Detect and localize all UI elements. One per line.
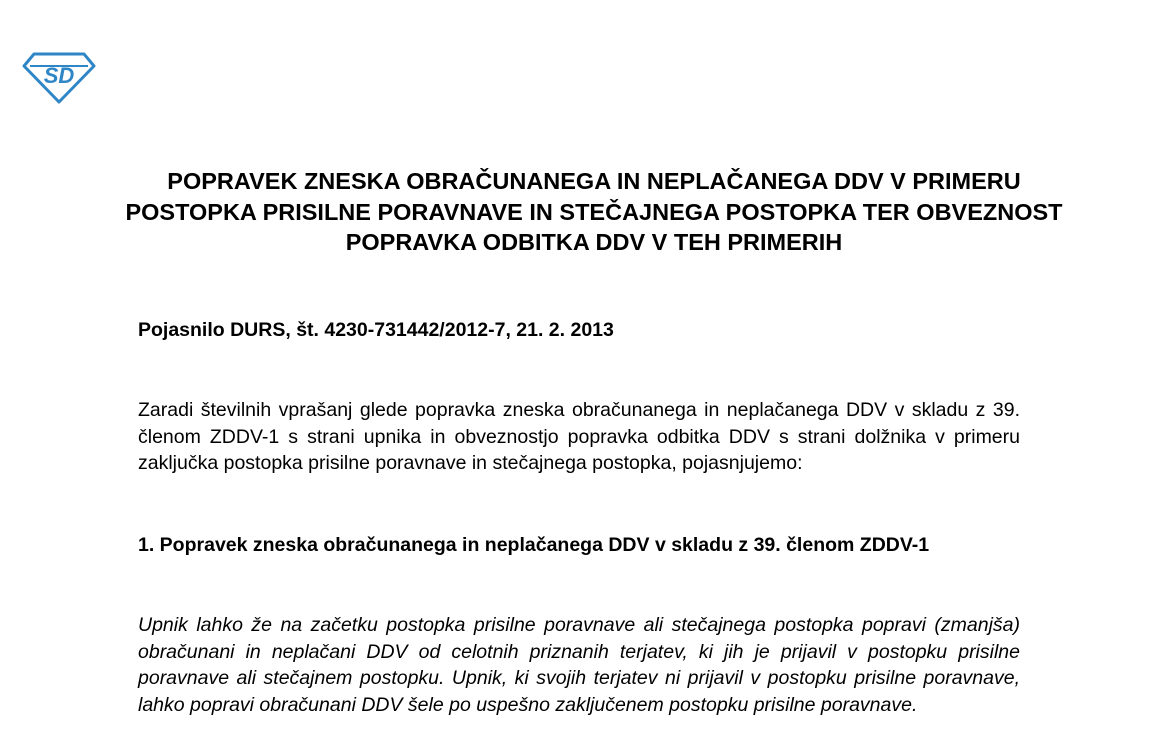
- sd-shield-logo-icon: [22, 50, 96, 104]
- page-title: POPRAVEK ZNESKA OBRAČUNANEGA IN NEPLAČANEGA DDV V PRIMERU POSTOPKA PRISILNE PORAVNAVE IN STEČAJNEGA POSTOPKA TER OBVEZNOST POPRAVKA ODBITKA DDV V TEH PRIMERIH: [125, 168, 1063, 255]
- company-logo: [22, 50, 96, 104]
- logo-text: SD: [43, 63, 75, 88]
- section-1-heading: 1. Popravek zneska obračunanega in neplačanega DDV v skladu z 39. členom ZDDV-1: [138, 534, 930, 556]
- intro-paragraph: Zaradi številnih vprašanj glede popravka zneska obračunanega in neplačanega DDV v skladu z 39. členom ZDDV-1 s strani upnika in obveznostjo popravka odbitka DDV s strani dolžnika v primeru zaključka postopka prisilne poravnave in stečajnega postopka, pojasnjujemo:: [138, 399, 1020, 475]
- section-1-body: Upnik lahko že na začetku postopka prisilne poravnave ali stečajnega postopka popravi (zmanjša) obračunani in neplačani DDV od celotnih priznanih terjatev, ki jih je prijavil v postopku prisilne poravnave ali stečajnem postopku. Upnik, ki svojih terjatev ni prijavil v postopku prisilne poravnave, lahko popravi obračunani DDV šele po uspešno zaključenem postopku prisilne poravnave.: [138, 614, 1020, 716]
- document-reference: Pojasnilo DURS, št. 4230-731442/2012-7, 21. 2. 2013: [138, 319, 614, 341]
